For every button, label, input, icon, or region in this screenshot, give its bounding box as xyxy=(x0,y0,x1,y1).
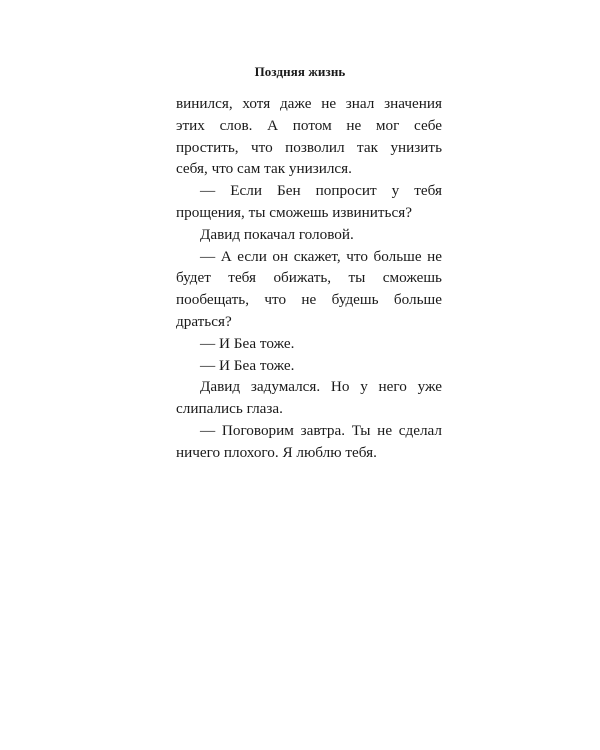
paragraph-5: — И Беа тоже. xyxy=(200,334,295,352)
paragraph-3: Давид покачал головой. xyxy=(200,225,354,243)
running-head: Поздняя жизнь xyxy=(254,64,346,79)
paragraph-8: — Поговорим завтра. Ты не сделал ничего плохого. Я люблю тебя. xyxy=(176,421,442,461)
paragraph-1: винился, хотя даже не знал значения этих слов. А потом не мог себе простить, что позволил так унизить себя, что сам так унизился. xyxy=(176,95,442,178)
paragraph-6: — И Беа тоже. xyxy=(200,356,295,374)
paragraph-4: — А если он скажет, что больше не будет тебя обижать, ты сможешь пообещать, что не будешь больше драться? xyxy=(176,247,442,330)
body-text xyxy=(176,93,442,464)
paragraph-2: — Если Бен попросит у тебя прощения, ты сможешь извиниться? xyxy=(176,182,442,221)
paragraph-7: Давид задумался. Но у него уже слипались глаза. xyxy=(176,378,442,418)
